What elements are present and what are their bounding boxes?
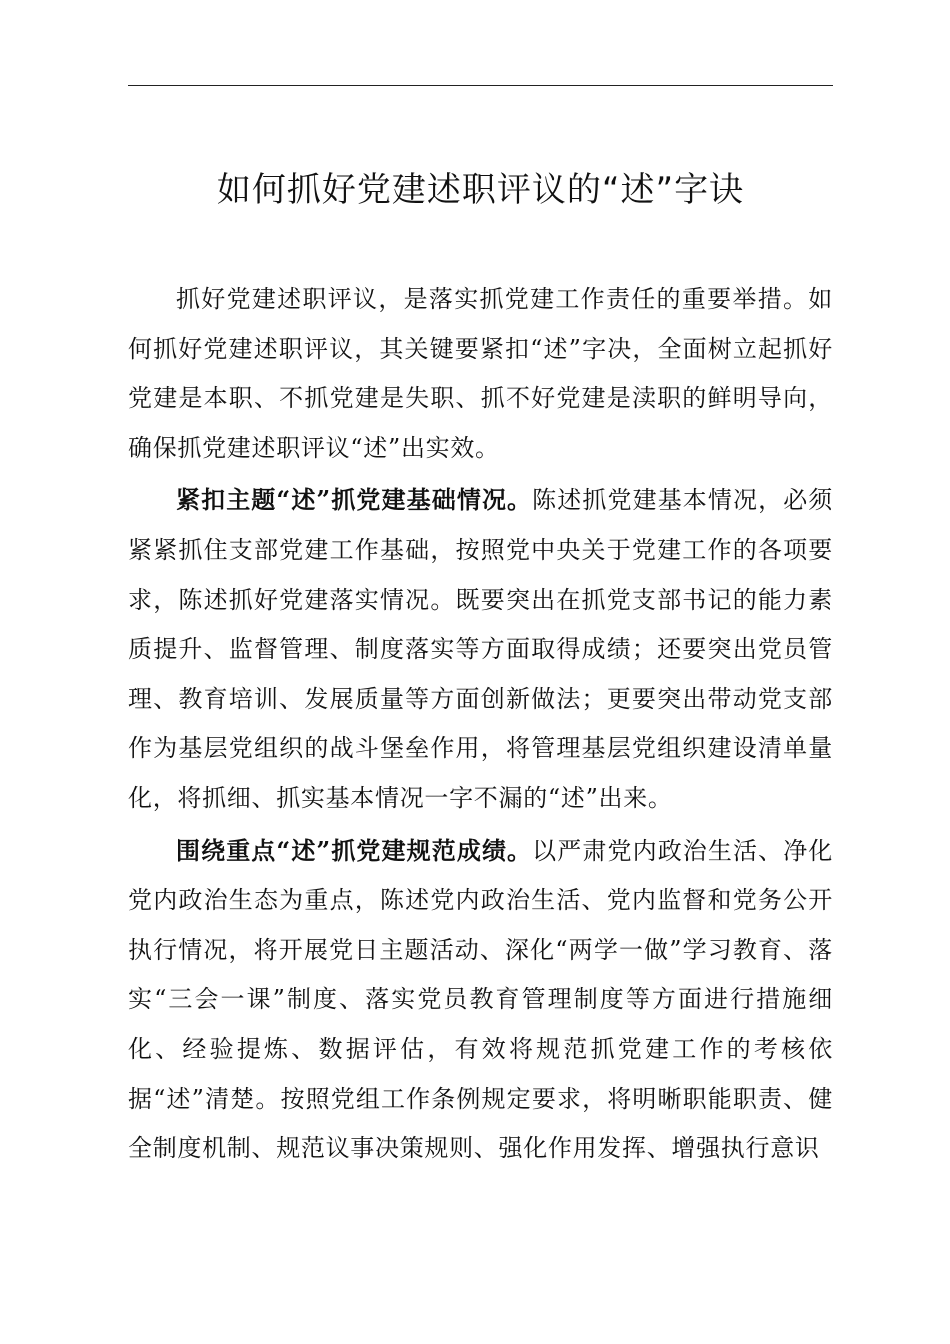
document-body [128,274,833,1176]
paragraph-foundation [128,475,833,823]
paragraph-text: 陈述抓党建基本情况，必须紧紧抓住支部党建工作基础，按照党中央关于党建工作的各项要求，陈述抓好党建落实情况。既要突出在抓党支部书记的能力素质提升、监督管理、制度落实等方面取得成绩；还要突出党员管理、教育培训、发展质量等方面创新做法；更要突出带动党支部作为基层党组织的战斗堡垒作用，将管理基层党组织建设清单量化，将抓细、抓实基本情况一字不漏的“述”出来。 [128,486,834,812]
paragraph-text: 以严肃党内政治生活、净化党内政治生态为重点，陈述党内政治生活、党内监督和党务公开执行情况，将开展党日主题活动、深化“两学一做”学习教育、落实“三会一课”制度、落实党员教育管理制度等方面进行措施细化、经验提炼、数据评估，有效将规范抓党建工作的考核依据“述”清楚。按照党组工作条例规定要求，将明晰职能职责、健全制度机制、规范议事决策规则、强化作用发挥、增强执行意识 [128,836,834,1163]
header-rule [128,85,833,86]
paragraph-intro [128,274,833,473]
paragraph-text: 抓好党建述职评议，是落实抓党建工作责任的重要举措。如何抓好党建述职评议，其关键要紧扣“述”字决，全面树立起抓好党建是本职、不抓党建是失职、抓不好党建是渎职的鲜明导向，确保抓党建述职评议“述”出实效。 [128,285,833,462]
paragraph-standards [128,826,833,1174]
paragraph-lead: 紧扣主题“述”抓党建基础情况。 [176,485,533,515]
paragraph-lead: 围绕重点“述”抓党建规范成绩。 [176,835,533,865]
document-title: 如何抓好党建述职评议的“述”字诀 [216,170,745,210]
